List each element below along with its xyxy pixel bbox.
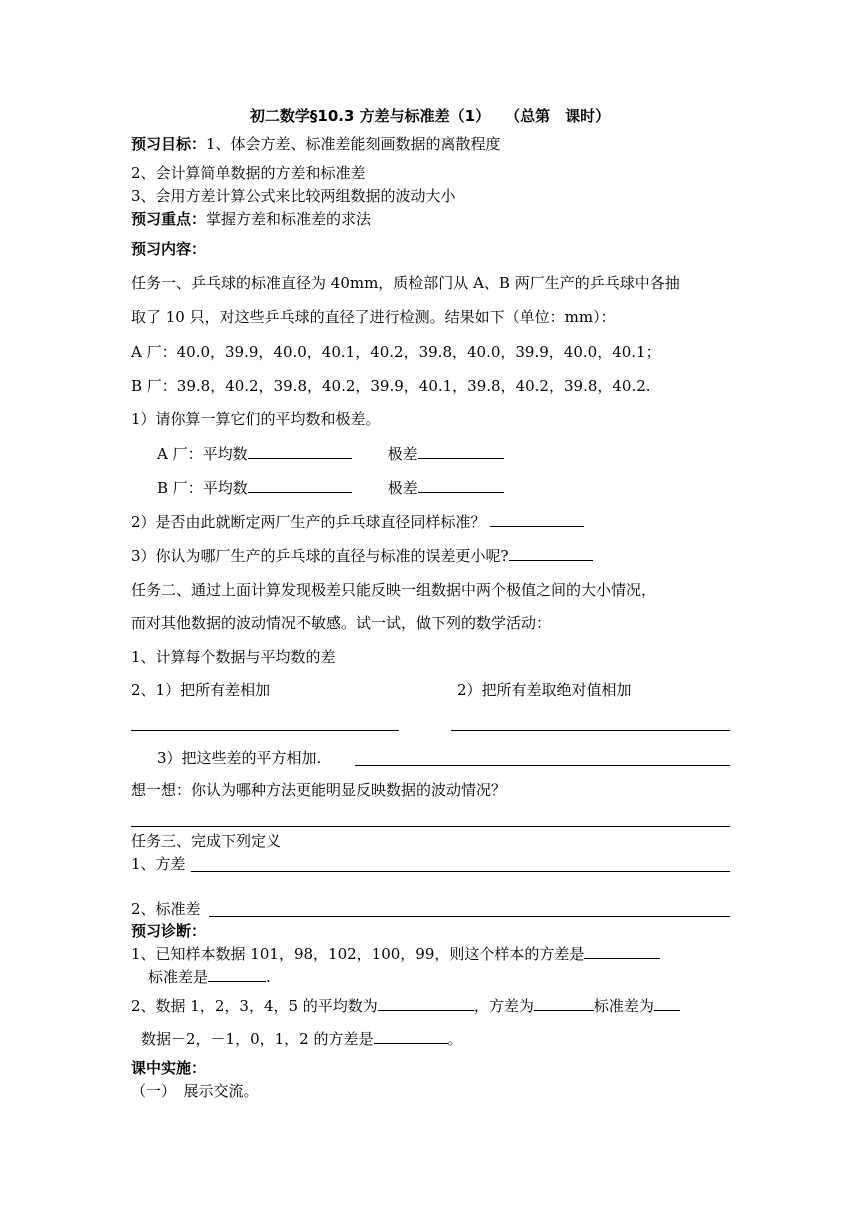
variance-definition-line[interactable] (191, 871, 730, 872)
std-definition-line[interactable] (209, 916, 730, 917)
implementation-item-1: （一） 展示交流。 (131, 1082, 259, 1100)
diagnosis-q2-row (131, 996, 680, 1016)
task1-question-1: 1）请你算一算它们的平均数和极差。 (131, 410, 381, 428)
task3-title: 任务三、完成下列定义 (131, 832, 282, 850)
task1-question-3-row (131, 546, 593, 566)
diagnosis-q2-variance-label: ，方差为 (473, 997, 534, 1015)
diagnosis-q2-std-label: 标准差为 (593, 997, 654, 1015)
factory-a-avg-blank[interactable] (248, 444, 352, 459)
task2-step-2a: 2、1）把所有差相加 (131, 681, 271, 699)
answer-line-square-sum[interactable] (355, 765, 730, 766)
factory-a-answer-row (157, 444, 504, 464)
task2-step-2b: 2）把所有差取绝对值相加 (457, 681, 632, 699)
answer-line-think[interactable] (131, 826, 730, 827)
goals-line-1 (131, 134, 501, 154)
task2-step-1: 1、计算每个数据与平均数的差 (131, 648, 336, 666)
task1-question-2-blank[interactable] (490, 512, 584, 527)
task3-def-variance-label: 1、方差 (131, 855, 186, 873)
goal-item-1: 1、体会方差、标准差能刻画数据的离散程度 (206, 135, 501, 153)
diagnosis-q1-std-row (148, 967, 271, 987)
task2-think: 想一想：你认为哪种方法更能明显反映数据的波动情况？ (131, 781, 507, 799)
diagnosis-q1-row (131, 944, 660, 964)
focus-text: 掌握方差和标准差的求法 (206, 210, 372, 228)
diagnosis-q1-std-blank[interactable] (208, 967, 266, 982)
diagnosis-q2-mean-blank[interactable] (378, 996, 474, 1011)
factory-a-data: A 厂：40.0，39.9，40.0，40.1，40.2，39.8，40.0，39.9，40.0，40.1； (131, 343, 661, 361)
diagnosis-q1-end: . (266, 968, 271, 986)
task1-question-3-blank[interactable] (509, 546, 593, 561)
factory-a-range-blank[interactable] (418, 444, 504, 459)
diagnosis-q2-std-blank[interactable] (654, 996, 680, 1011)
factory-b-range-blank[interactable] (418, 478, 504, 493)
task2-step-3: 3）把这些差的平方相加. (157, 749, 322, 767)
task3-def-std-label: 2、标准差 (131, 900, 201, 918)
factory-a-range-label: 极差 (387, 445, 418, 463)
goal-item-2: 2、会计算简单数据的方差和标准差 (131, 164, 366, 182)
task1-line-1: 任务一、乒乓球的标准直径为 40mm，质检部门从 A、B 两厂生产的乒乓球中各抽 (131, 274, 680, 292)
factory-b-avg-blank[interactable] (248, 478, 352, 493)
diagnosis-q2-variance-blank[interactable] (534, 996, 594, 1011)
diagnosis-q2b-text: 数据－2，－1，0，1，2 的方差是 (141, 1030, 374, 1048)
factory-b-answer-row (157, 478, 504, 498)
focus-label: 预习重点： (131, 210, 207, 228)
task1-question-3: 3）你认为哪厂生产的乒乓球的直径与标准的误差更小呢? (131, 547, 509, 565)
diagnosis-q2-text: 2、数据 1，2，3，4，5 的平均数为 (131, 997, 378, 1015)
diagnosis-q1-variance-blank[interactable] (584, 944, 660, 959)
diagnosis-q2b-blank[interactable] (374, 1029, 448, 1044)
goals-label: 预习目标： (131, 135, 207, 153)
factory-b-range-label: 极差 (387, 479, 418, 497)
task1-question-2-row (131, 512, 584, 532)
content-label: 预习内容： (131, 240, 207, 258)
page-title: 初二数学§10.3 方差与标准差（1） （总第 课时） (249, 107, 611, 125)
factory-b-data: B 厂：39.8，40.2，39.8，40.2，39.9，40.1，39.8，40.2，39.8，40.2. (131, 377, 651, 395)
answer-line-sum[interactable] (131, 730, 399, 731)
focus-line (131, 209, 371, 229)
task1-line-2: 取了 10 只，对这些乒乓球的直径了进行检测。结果如下（单位：mm）： (131, 308, 616, 326)
diagnosis-q2b-row (141, 1029, 463, 1049)
diagnosis-q2b-end: 。 (447, 1030, 463, 1048)
task2-line-1: 任务二、通过上面计算发现极差只能反映一组数据中两个极值之间的大小情况， (131, 581, 657, 599)
diagnosis-q1-std-label: 标准差是 (148, 968, 209, 986)
diagnosis-label: 预习诊断： (131, 922, 207, 940)
task1-question-2: 2）是否由此就断定两厂生产的乒乓球直径同样标准？ (131, 513, 486, 531)
implementation-label: 课中实施： (131, 1059, 207, 1077)
task2-line-2: 而对其他数据的波动情况不敏感。试一试，做下列的数学活动： (131, 614, 552, 632)
diagnosis-q1-text: 1、已知样本数据 101，98，102，100，99，则这个样本的方差是 (131, 945, 585, 963)
factory-b-avg-label: B 厂：平均数 (157, 479, 248, 497)
factory-a-avg-label: A 厂：平均数 (157, 445, 248, 463)
goal-item-3: 3、会用方差计算公式来比较两组数据的波动大小 (131, 187, 456, 205)
answer-line-abs-sum[interactable] (451, 730, 730, 731)
